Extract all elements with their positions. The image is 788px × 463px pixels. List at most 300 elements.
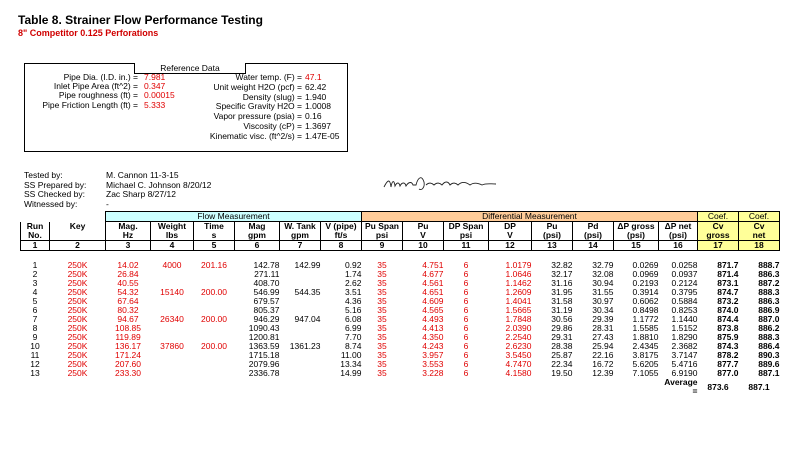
table-cell: 271.11 <box>254 269 280 279</box>
table-cell: 29.39 <box>592 314 614 324</box>
table-cell <box>194 270 235 279</box>
table-cell: 1.8290 <box>671 332 698 342</box>
table-cell: 2.4345 <box>632 341 659 351</box>
table-cell: 1.5665 <box>505 305 532 315</box>
column-unit: ft/s <box>321 231 362 241</box>
table-cell: 6 <box>463 305 469 315</box>
table-cell <box>151 351 194 360</box>
table-cell: 0.8498 <box>632 305 659 315</box>
table-cell: 2.6230 <box>505 341 532 351</box>
table-cell: 28.38 <box>551 341 573 351</box>
table-cell: 6 <box>463 359 469 369</box>
table-cell: 873.8 <box>717 323 739 333</box>
ref-right-value: 0.16 <box>305 111 322 122</box>
column-unit: V <box>403 231 444 241</box>
table-cell: 0.6062 <box>632 296 659 306</box>
table-cell: 67.64 <box>117 296 139 306</box>
table-cell: 3.957 <box>422 350 444 360</box>
ref-left-value: 7.981 <box>144 72 166 82</box>
column-header: DP <box>489 222 532 232</box>
table-cell: 250K <box>67 287 88 297</box>
table-cell: 888.3 <box>758 332 780 342</box>
table-cell: 201.16 <box>201 260 227 270</box>
table-cell: 28.31 <box>592 323 614 333</box>
average-cv-gross: 873.6 <box>707 381 729 392</box>
column-unit: (psi) <box>659 231 698 241</box>
table-cell <box>280 360 321 369</box>
table-cell <box>194 351 235 360</box>
column-unit: (psi) <box>573 231 614 241</box>
table-cell: 886.4 <box>758 341 780 351</box>
table-cell: 250K <box>67 368 88 378</box>
table-cell: 874.7 <box>717 287 739 297</box>
table-cell: 3.7147 <box>671 350 698 360</box>
table-cell: 16.72 <box>592 359 614 369</box>
table-cell: 35 <box>377 341 387 351</box>
ref-right-label: Water temp. (F) = <box>235 72 302 82</box>
table-cell: 874.4 <box>717 314 739 324</box>
ref-right-label: Density (slug) = <box>242 91 302 102</box>
table-cell: 887.0 <box>758 314 780 324</box>
column-unit: gross <box>698 231 739 241</box>
signature <box>382 173 502 195</box>
ref-left-label: Pipe Friction Length (ft) = <box>42 99 138 110</box>
table-cell <box>194 360 235 369</box>
table-cell: 3.228 <box>422 368 444 378</box>
table-cell: 6.9190 <box>671 368 698 378</box>
table-cell: 4.751 <box>422 260 444 270</box>
ref-right-label: Unit weight H2O (pcf) = <box>213 81 302 92</box>
column-unit: No. <box>21 231 50 241</box>
table-cell <box>194 369 235 378</box>
table-cell: 233.30 <box>115 368 141 378</box>
column-unit: gpm <box>235 231 280 241</box>
ref-left-label: Inlet Pipe Area (ft^2) = <box>53 81 138 92</box>
column-number: 10 <box>403 241 444 251</box>
table-cell: 6 <box>463 368 469 378</box>
table-cell: 80.32 <box>117 305 139 315</box>
ref-right-value: 1.3697 <box>305 121 331 131</box>
table-cell: 4.243 <box>422 341 444 351</box>
table-cell: 877.7 <box>717 359 739 369</box>
column-unit: s <box>194 231 235 241</box>
column-unit: psi <box>362 231 403 241</box>
table-cell: 947.04 <box>294 314 321 324</box>
column-header: ΔP gross <box>614 222 659 232</box>
column-header: Pu <box>403 222 444 232</box>
table-cell: 10 <box>30 341 40 351</box>
table-cell: 22.16 <box>592 350 614 360</box>
table-cell <box>151 369 194 378</box>
table-cell: 37860 <box>160 341 184 351</box>
table-cell: 11.00 <box>340 350 362 360</box>
table-cell: 0.0258 <box>671 260 698 270</box>
table-cell: 4.561 <box>422 278 444 288</box>
table-cell: 1.0646 <box>505 269 532 279</box>
table-cell: 886.3 <box>758 296 780 306</box>
table-cell: 119.89 <box>115 332 141 342</box>
table-cell: 7.1055 <box>632 368 659 378</box>
table-cell: 4.493 <box>422 314 444 324</box>
table-cell: 0.92 <box>344 260 362 270</box>
table-cell: 544.35 <box>294 287 321 297</box>
table-cell: 1.0179 <box>505 260 532 270</box>
table-cell: 877.0 <box>717 368 739 378</box>
column-number: 12 <box>489 241 532 251</box>
column-number: 15 <box>614 241 659 251</box>
table-cell: 250K <box>67 323 88 333</box>
table-cell: 890.3 <box>758 350 780 360</box>
ref-right-value: 62.42 <box>305 81 327 92</box>
column-header: DP Span <box>444 222 489 232</box>
table-cell <box>151 360 194 369</box>
average-cv-net: 887.1 <box>748 381 770 392</box>
credit-value: - <box>106 198 109 209</box>
table-cell: 136.17 <box>115 341 141 351</box>
table-cell: 3 <box>32 278 38 288</box>
table-cell: 0.8253 <box>671 305 698 315</box>
table-cell: 32.79 <box>592 260 614 270</box>
table-cell: 1715.18 <box>248 350 280 360</box>
table-cell <box>280 351 321 360</box>
table-cell: 6 <box>463 332 469 342</box>
table-cell: 875.9 <box>717 332 739 342</box>
differential-measurement-group: Differential Measurement <box>362 212 698 222</box>
credit-value: M. Cannon 11-3-15 <box>106 170 179 180</box>
flow-measurement-group: Flow Measurement <box>106 212 362 222</box>
table-cell: 14.99 <box>340 368 362 378</box>
table-cell: 35 <box>377 269 387 279</box>
table-cell: 29.86 <box>551 323 573 333</box>
table-cell: 6 <box>463 278 469 288</box>
table-cell: 2 <box>32 269 38 279</box>
table-cell: 35 <box>377 287 387 297</box>
table-cell: 35 <box>377 332 387 342</box>
table-cell: 887.2 <box>758 278 780 288</box>
table-cell: 32.08 <box>592 269 614 279</box>
table-cell <box>151 297 194 306</box>
column-unit: lbs <box>151 231 194 241</box>
table-cell: 25.94 <box>592 341 614 351</box>
table-cell: 874.3 <box>717 341 739 351</box>
column-header: Cv <box>698 222 739 232</box>
table-cell: 35 <box>377 323 387 333</box>
table-cell: 9 <box>32 332 38 342</box>
table-cell: 1090.43 <box>248 323 280 333</box>
table-cell: 12.39 <box>592 368 614 378</box>
table-cell: 35 <box>377 314 387 324</box>
table-cell: 0.5884 <box>671 296 698 306</box>
ref-left-label: Pipe roughness (ft) = <box>58 90 138 101</box>
table-cell: 4000 <box>162 260 182 270</box>
table-cell: 6 <box>32 305 38 315</box>
table-cell: 0.2124 <box>671 278 698 288</box>
table-cell <box>280 270 321 279</box>
column-number: 8 <box>321 241 362 251</box>
table-cell: 946.29 <box>253 314 280 324</box>
table-cell: 30.97 <box>592 296 614 306</box>
table-cell: 250K <box>67 269 88 279</box>
table-cell: 25.87 <box>551 350 573 360</box>
table-cell: 3.8175 <box>632 350 659 360</box>
table-cell: 2.62 <box>344 278 362 288</box>
column-number: 18 <box>739 241 780 251</box>
column-header: Pd <box>573 222 614 232</box>
ref-right-label: Kinematic visc. (ft^2/s) = <box>209 130 302 141</box>
table-cell: 6 <box>463 296 469 306</box>
table-cell: 35 <box>377 260 387 270</box>
table-cell: 6.08 <box>344 314 362 324</box>
table-cell: 31.19 <box>551 305 573 315</box>
table-cell: 19.50 <box>551 368 573 378</box>
table-cell: 142.99 <box>294 260 321 270</box>
table-cell: 32.82 <box>551 260 573 270</box>
table-cell: 1.8810 <box>632 332 659 342</box>
table-cell: 31.16 <box>551 278 573 288</box>
table-cell: 1.4041 <box>505 296 532 306</box>
table-cell: 5 <box>32 296 38 306</box>
table-cell <box>280 297 321 306</box>
table-cell: 8 <box>32 323 38 333</box>
table-cell: 1.1462 <box>505 278 532 288</box>
table-cell: 2079.96 <box>248 359 280 369</box>
table-cell: 8.74 <box>344 341 362 351</box>
table-cell: 207.60 <box>115 359 141 369</box>
table-cell: 250K <box>67 260 88 270</box>
table-cell: 250K <box>67 305 88 315</box>
column-number: 1 <box>21 241 50 251</box>
table-cell: 6.99 <box>344 323 362 333</box>
column-header: V (pipe) <box>321 222 362 232</box>
ref-right-label: Vapor pressure (psia) = <box>213 111 302 122</box>
table-cell <box>194 297 235 306</box>
average-label: Average = <box>664 377 698 396</box>
table-cell: 142.78 <box>253 260 280 270</box>
table-cell: 4.609 <box>422 296 444 306</box>
table-cell: 7 <box>32 314 38 324</box>
table-cell: 250K <box>67 278 88 288</box>
table-cell: 871.4 <box>717 269 739 279</box>
ref-right-value: 47.1 <box>305 72 322 82</box>
table-cell: 4.565 <box>422 305 444 315</box>
column-header: W. Tank <box>280 222 321 232</box>
column-number: 11 <box>444 241 489 251</box>
column-unit: psi <box>444 231 489 241</box>
table-cell: 11 <box>30 350 40 360</box>
table-cell: 6 <box>463 260 469 270</box>
table-cell: 4.651 <box>422 287 444 297</box>
coef-gross-group: Coef. <box>698 212 739 222</box>
table-cell: 6 <box>463 269 469 279</box>
table-cell: 888.7 <box>758 260 780 270</box>
column-unit: (psi) <box>614 231 659 241</box>
table-cell: 6 <box>463 323 469 333</box>
table-cell: 200.00 <box>201 314 227 324</box>
table-cell: 250K <box>67 341 88 351</box>
table-cell: 871.7 <box>717 260 739 270</box>
table-cell: 40.55 <box>117 278 139 288</box>
table-cell: 200.00 <box>201 341 227 351</box>
table-cell: 30.56 <box>551 314 573 324</box>
table-cell: 873.1 <box>717 278 739 288</box>
table-cell: 26340 <box>160 314 184 324</box>
table-cell: 250K <box>67 314 88 324</box>
reference-data-header: Reference Data <box>134 63 246 74</box>
table-cell: 0.3795 <box>671 287 698 297</box>
table-cell: 27.43 <box>592 332 614 342</box>
table-cell: 13 <box>30 368 40 378</box>
table-cell: 171.24 <box>115 350 141 360</box>
column-number: 3 <box>106 241 151 251</box>
table-cell: 31.58 <box>551 296 573 306</box>
table-cell: 26.84 <box>117 269 139 279</box>
table-cell: 874.0 <box>717 305 739 315</box>
table-cell: 108.85 <box>115 323 141 333</box>
table-cell: 546.99 <box>253 287 280 297</box>
ref-right-value: 1.0008 <box>305 101 331 112</box>
table-cell: 30.34 <box>592 305 614 315</box>
table-cell <box>280 324 321 333</box>
table-cell: 5.6205 <box>632 359 659 369</box>
column-header: Mag <box>235 222 280 232</box>
table-cell: 4.1580 <box>505 368 532 378</box>
table-cell: 3.5450 <box>505 350 532 360</box>
table-cell: 94.67 <box>117 314 139 324</box>
column-number: 14 <box>573 241 614 251</box>
table-cell: 31.95 <box>551 287 573 297</box>
column-number: 2 <box>50 241 106 251</box>
column-number: 13 <box>532 241 573 251</box>
table-cell: 886.2 <box>758 323 780 333</box>
table-cell: 1361.23 <box>289 341 321 351</box>
table-cell: 35 <box>377 359 387 369</box>
table-cell: 1 <box>32 260 38 270</box>
credit-label: Tested by: <box>24 170 63 180</box>
table-cell: 31.55 <box>592 287 614 297</box>
table-cell: 1.7848 <box>505 314 532 324</box>
table-cell: 54.32 <box>117 287 139 297</box>
table-cell: 35 <box>377 350 387 360</box>
table-cell: 3.51 <box>344 287 362 297</box>
column-unit: gpm <box>280 231 321 241</box>
table-cell: 250K <box>67 296 88 306</box>
performance-table <box>20 211 780 396</box>
table-cell: 1.1772 <box>632 314 659 324</box>
table-cell: 29.31 <box>551 332 573 342</box>
credit-label: SS Prepared by: <box>24 179 87 190</box>
table-cell: 6 <box>463 341 469 351</box>
table-cell: 22.34 <box>551 359 573 369</box>
table-cell: 2.0390 <box>505 323 532 333</box>
table-title: Table 8. Strainer Flow Performance Testing <box>18 13 263 27</box>
table-cell: 14.02 <box>117 260 139 270</box>
table-cell: 6 <box>463 287 469 297</box>
table-cell: 12 <box>30 359 40 369</box>
ref-right-label: Specific Gravity H2O = <box>215 101 302 112</box>
table-cell <box>151 270 194 279</box>
table-cell: 679.57 <box>253 296 280 306</box>
ref-left-value: 0.00015 <box>144 90 175 101</box>
table-cell: 4.350 <box>422 332 444 342</box>
table-cell: 7.70 <box>344 332 362 342</box>
column-number: 16 <box>659 241 698 251</box>
table-cell: 30.94 <box>592 278 614 288</box>
table-cell: 35 <box>377 368 387 378</box>
table-cell: 1.74 <box>344 269 362 279</box>
column-header: Key <box>50 222 106 232</box>
table-cell: 0.3914 <box>632 287 659 297</box>
table-cell: 4 <box>32 287 38 297</box>
column-number: 7 <box>280 241 321 251</box>
ref-left-value: 0.347 <box>144 81 166 92</box>
ref-right-value: 1.940 <box>305 91 327 102</box>
table-cell: 0.0969 <box>632 269 659 279</box>
table-cell: 0.0269 <box>632 260 659 270</box>
table-cell: 35 <box>377 278 387 288</box>
table-cell: 0.0937 <box>671 269 698 279</box>
column-header: Time <box>194 222 235 232</box>
table-cell: 4.677 <box>422 269 444 279</box>
table-subtitle: 8" Competitor 0.125 Perforations <box>18 28 159 38</box>
credit-value: Zac Sharp 8/27/12 <box>106 189 176 200</box>
credit-label: Witnessed by: <box>24 198 78 209</box>
ref-left-label: Pipe Dia. (I.D. in.) = <box>63 72 138 82</box>
table-cell: 1363.59 <box>248 341 280 351</box>
table-cell: 2.2540 <box>505 332 532 342</box>
table-cell: 0.2193 <box>632 278 659 288</box>
ref-left-value: 5.333 <box>144 99 166 110</box>
ref-right-value: 1.47E-05 <box>305 130 340 141</box>
ref-right-label: Viscosity (cP) = <box>243 121 302 131</box>
column-number: 5 <box>194 241 235 251</box>
table-cell: 6 <box>463 350 469 360</box>
table-cell: 887.1 <box>758 368 780 378</box>
table-cell: 889.6 <box>758 359 780 369</box>
table-cell: 4.413 <box>422 323 444 333</box>
column-unit: V <box>489 231 532 241</box>
column-header: Cv <box>739 222 780 232</box>
column-header: ΔP net <box>659 222 698 232</box>
table-cell: 4.36 <box>344 296 362 306</box>
column-unit: Hz <box>106 231 151 241</box>
average-spacer <box>21 378 659 396</box>
table-cell: 250K <box>67 359 88 369</box>
column-number: 17 <box>698 241 739 251</box>
table-cell: 1.1440 <box>671 314 698 324</box>
credit-label: SS Checked by: <box>24 189 85 200</box>
table-cell: 805.37 <box>253 305 280 315</box>
table-cell: 200.00 <box>201 287 227 297</box>
table-cell: 886.3 <box>758 269 780 279</box>
column-header: Pu <box>532 222 573 232</box>
table-cell: 878.2 <box>717 350 739 360</box>
table-cell: 6 <box>463 314 469 324</box>
table-cell: 1.5585 <box>632 323 659 333</box>
table-cell <box>280 369 321 378</box>
table-cell <box>194 324 235 333</box>
column-number: 6 <box>235 241 280 251</box>
credit-value: Michael C. Johnson 8/20/12 <box>106 179 212 190</box>
column-header: Pu Span <box>362 222 403 232</box>
table-cell: 35 <box>377 296 387 306</box>
column-unit: (psi) <box>532 231 573 241</box>
table-cell: 4.7470 <box>505 359 532 369</box>
table-cell: 1.2609 <box>505 287 532 297</box>
coef-net-group: Coef. <box>739 212 780 222</box>
table-cell: 35 <box>377 305 387 315</box>
table-cell: 3.553 <box>422 359 444 369</box>
table-cell: 5.4716 <box>671 359 698 369</box>
